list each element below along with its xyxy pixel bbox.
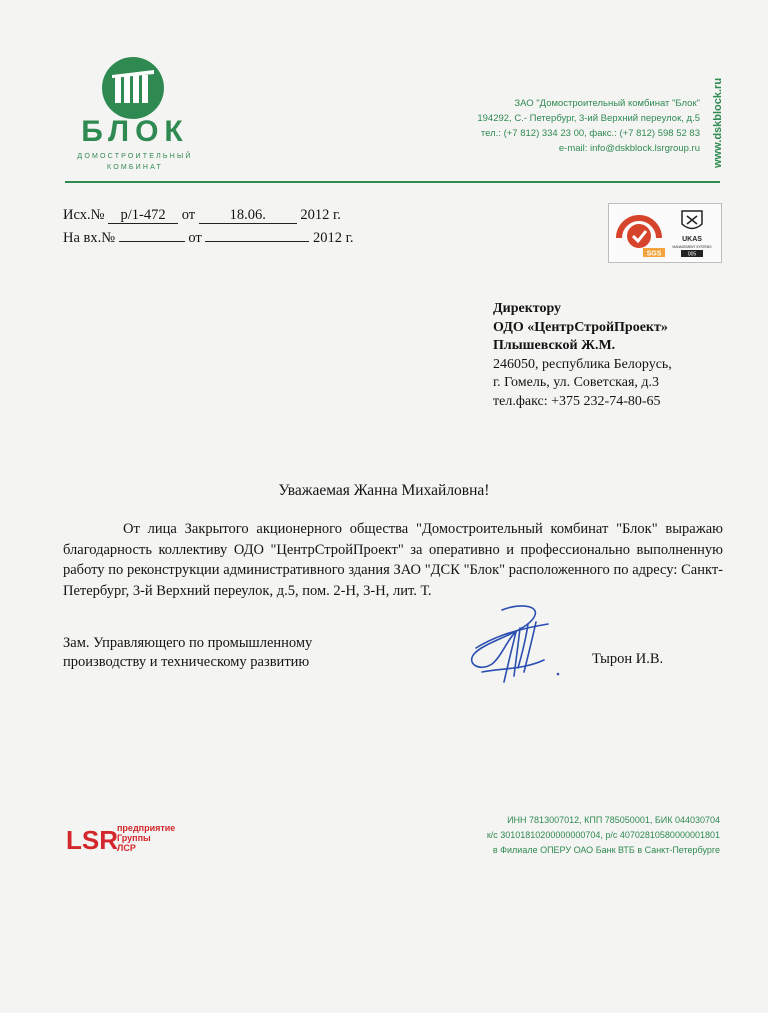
addressee-name: Плышевской Ж.М. — [493, 338, 616, 353]
ukas-sub-label: MANAGEMENT SYSTEMS — [672, 245, 712, 249]
outgoing-number-label: Исх.№ — [63, 207, 105, 223]
incoming-number-blank — [119, 226, 185, 242]
company-contact-line: тел.: (+7 812) 334 23 00, факс.: (+7 812) 598 52 83 — [480, 128, 700, 139]
signer-title — [63, 634, 312, 672]
incoming-reference — [63, 226, 354, 247]
outgoing-reference — [63, 206, 341, 224]
salutation: Уважаемая Жанна Михайловна! — [278, 482, 490, 499]
ukas-certificate-icon — [673, 211, 712, 258]
outgoing-date: 18.06. — [199, 208, 297, 224]
company-email: e-mail: info@dskblock.lsrgroup.ru — [558, 143, 700, 154]
company-contacts — [440, 96, 700, 156]
signer-title-line: производству и техническому развитию — [63, 654, 310, 670]
ukas-number: 005 — [687, 251, 697, 258]
lsr-logo — [66, 825, 118, 855]
outgoing-number: р/1-472 — [108, 208, 178, 224]
addressee-organization: ОДО «ЦентрСтройПроект» — [493, 319, 668, 335]
company-website: www.dskblock.ru — [712, 77, 724, 168]
lsr-caption — [117, 823, 175, 853]
certification-badges — [608, 203, 722, 263]
outgoing-year: 2012 г. — [300, 207, 341, 223]
incoming-year: 2012 г. — [313, 230, 354, 246]
addressee-phone: тел.факс: +375 232-74-80-65 — [493, 393, 661, 409]
company-contact-line: ЗАО "Домостроительный комбинат "Блок" — [514, 98, 700, 109]
incoming-date-label: от — [188, 230, 202, 246]
addressee-position: Директору — [493, 301, 562, 316]
incoming-number-label: На вх.№ — [63, 230, 116, 246]
lsr-logo-icon — [66, 825, 118, 855]
sgs-label: SGS — [646, 250, 662, 258]
signer-title-line: Зам. Управляющего по промышленному — [63, 635, 313, 651]
company-logo-subtitle: ДОМОСТРОИТЕЛЬНЫЙ — [77, 153, 193, 160]
addressee-address-line: 246050, республика Белорусь, — [493, 356, 672, 372]
sgs-certificate-icon — [619, 218, 665, 258]
bank-details-line: в Филиале ОПЕРУ ОАО Банк ВТБ в Санкт-Петербурге — [492, 845, 720, 855]
lsr-caption-line: Группы — [117, 833, 151, 843]
lsr-caption-line: ЛСР — [117, 843, 136, 853]
bank-details — [430, 813, 720, 858]
ukas-label: UKAS — [682, 236, 702, 243]
company-logo-name: БЛОК — [81, 115, 189, 148]
bank-details-line: к/с 30101810200000000704, р/с 40702810580000001801 — [486, 830, 720, 840]
lsr-caption-line: предприятие — [117, 823, 176, 833]
company-logo-subtitle-2: КОМБИНАТ — [107, 164, 163, 171]
handwritten-signature — [462, 598, 582, 690]
signer-name: Тырон И.В. — [592, 651, 664, 667]
header-divider — [65, 181, 720, 183]
certification-marks — [609, 204, 721, 262]
letter-body: От лица Закрытого акционерного общества "Домостроительный комбинат "Блок" выражаю благодарность коллективу ОДО "ЦентрСтройПроект" за оперативно и профессионально выполненную работу по реконструкции административного здания ЗАО "ДСК "Блок" расположенного по адресу: Санкт-Петербург, 3-й Верхний переулок, д.5, пом. 2-Н, 3-Н, лит. Т. — [63, 521, 723, 599]
company-contact-line: 194292, С.- Петербург, 3-ий Верхний переулок, д.5 — [477, 113, 700, 124]
bank-details-line: ИНН 7813007012, КПП 785050001, БИК 044030704 — [507, 815, 720, 825]
building-icon — [102, 57, 164, 119]
outgoing-date-label: от — [181, 207, 196, 223]
lsr-mark: LSR — [66, 825, 118, 855]
addressee-block — [493, 300, 672, 411]
addressee-address-line: г. Гомель, ул. Советская, д.3 — [493, 375, 660, 390]
incoming-date-blank — [205, 226, 309, 242]
company-logo-emblem — [102, 57, 164, 119]
